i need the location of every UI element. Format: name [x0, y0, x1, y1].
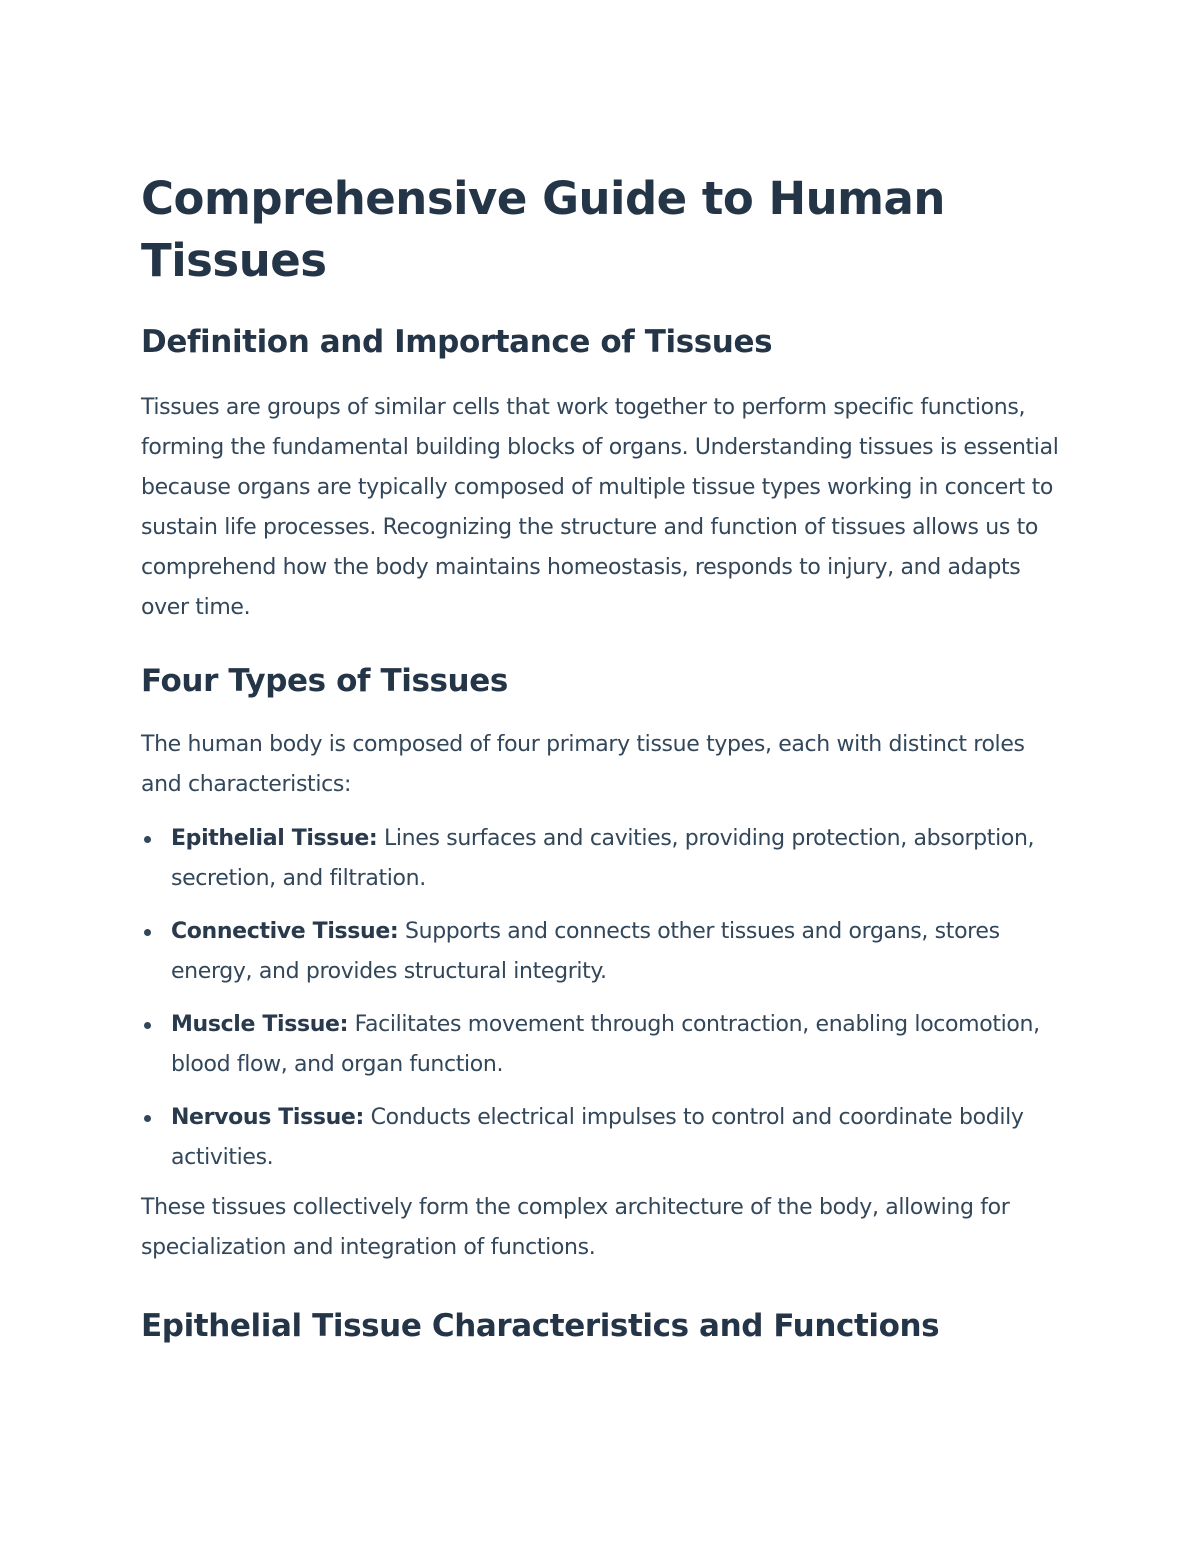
definition-paragraph: Tissues are groups of similar cells that work together to perform specific functions, forming the fundamental building blocks of organs. Understanding tissues is essential because organs are typically composed of multiple tissue types working in concert to sustain life processes. Recognizing the structure and function of tissues allows us to comprehend how the body maintains homeostasis, responds to injury, and adapts over time. [141, 395, 1059, 620]
list-item-text: Facilitates movement through contraction, enabling locomotion, blood flow, and organ function. [171, 1012, 1040, 1077]
section-heading-definition: Definition and Importance of Tissues [141, 324, 773, 360]
four-types-closing: These tissues collectively form the complex architecture of the body, allowing for specialization and integration of functions. [141, 1195, 1010, 1260]
bullet-icon [144, 836, 151, 843]
list-item-term: Muscle Tissue: [171, 1012, 349, 1037]
list-item-muscle [141, 1005, 1061, 1085]
bullet-icon [144, 1115, 151, 1122]
tissue-types-list [141, 819, 1061, 1178]
list-item-connective [141, 912, 1061, 992]
list-item-term: Nervous Tissue: [171, 1105, 364, 1130]
document-title: Comprehensive Guide to Human Tissues [141, 172, 945, 287]
bullet-icon [144, 929, 151, 936]
list-item-text: Supports and connects other tissues and organs, stores energy, and provides structural integrity. [171, 919, 1000, 984]
list-item-text: Conducts electrical impulses to control and coordinate bodily activities. [171, 1105, 1024, 1170]
list-item-text: Lines surfaces and cavities, providing protection, absorption, secretion, and filtration. [171, 826, 1035, 891]
four-types-intro: The human body is composed of four primary tissue types, each with distinct roles and characteristics: [141, 732, 1025, 797]
list-item-nervous [141, 1098, 1061, 1178]
list-item-term: Epithelial Tissue: [171, 826, 378, 851]
document-page [141, 168, 1061, 1346]
list-item-epithelial [141, 819, 1061, 899]
list-item-term: Connective Tissue: [171, 919, 399, 944]
section-heading-epithelial: Epithelial Tissue Characteristics and Functions [141, 1308, 940, 1344]
section-heading-four-types: Four Types of Tissues [141, 663, 508, 699]
bullet-icon [144, 1022, 151, 1029]
